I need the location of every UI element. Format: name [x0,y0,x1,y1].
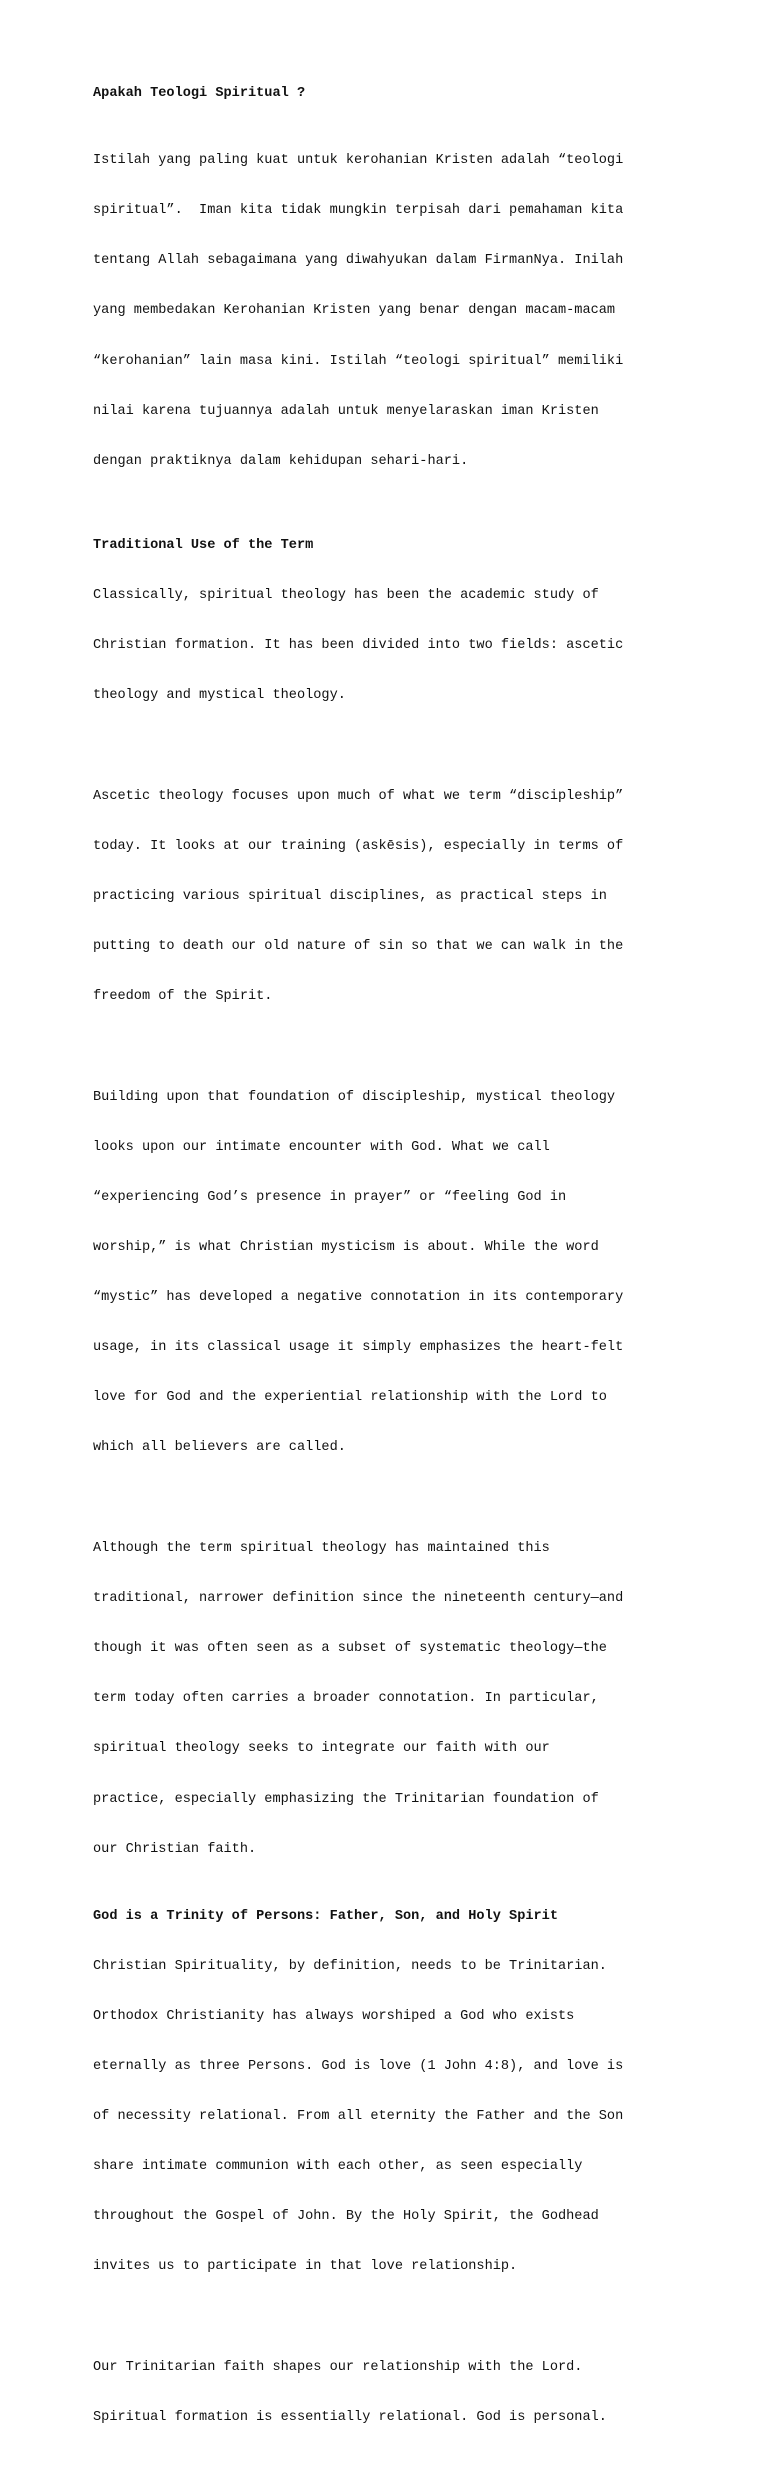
intro-paragraph [93,120,713,504]
text-line: Classically, spiritual theology has been the academic study of [93,587,599,603]
text-line: practice, especially emphasizing the Trinitarian foundation of [93,1791,599,1807]
text-line: share intimate communion with each other, as seen especially [93,2159,583,2175]
text-line: though it was often seen as a subset of systematic theology—the [93,1641,607,1657]
text-line: worship,” is what Christian mysticism is about. While the word [93,1240,599,1255]
text-line: dengan praktiknya dalam kehidupan sehari-hari. [93,453,469,469]
text-line: of necessity relational. From all eternity the Father and the Son [93,2109,624,2125]
paragraph [93,555,713,739]
paragraph [93,1508,713,1892]
paragraph [93,1925,713,2309]
text-line: Although the term spiritual theology has maintained this [93,1540,550,1556]
text-line: Our Trinitarian faith shapes our relationship with the Lord. [93,2360,583,2375]
paragraph [93,1056,713,1490]
text-line: throughout the Gospel of John. By the Holy Spirit, the Godhead [93,2209,599,2225]
text-line: usage, in its classical usage it simply emphasizes the heart-felt [93,1340,624,1356]
text-line: Ascetic theology focuses upon much of what we term “discipleship” [93,788,624,804]
text-line: which all believers are called. [93,1440,346,1456]
text-line: Istilah yang paling kuat untuk kerohanian Kristen adalah “teologi [93,153,624,169]
text-line: Building upon that foundation of discipleship, mystical theology [93,1089,616,1105]
text-line: putting to death our old nature of sin so that we can walk in the [93,939,624,955]
text-line: Christian formation. It has been divided into two fields: ascetic [93,638,624,654]
document-title: Apakah Teologi Spiritual ? [93,86,306,101]
text-line: nilai karena tujuannya adalah untuk menyelaraskan iman Kristen [93,403,599,419]
text-line: spiritual theology seeks to integrate our faith with our [93,1741,550,1757]
text-line: theology and mystical theology. [93,688,346,704]
text-line: freedom of the Spirit. [93,989,273,1005]
text-line: yang membedakan Kerohanian Kristen yang benar dengan macam-macam [93,303,616,319]
text-line: today. It looks at our training (askēsis), especially in terms of [93,838,624,854]
section-heading-trinity: God is a Trinity of Persons: Father, Son, and Holy Spirit [93,1908,558,1924]
text-line: tentang Allah sebagaimana yang diwahyukan dalam FirmanNya. Inilah [93,253,624,269]
text-line: “mystic” has developed a negative connotation in its contemporary [93,1290,624,1306]
text-line: looks upon our intimate encounter with God. What we call [93,1139,550,1155]
text-line: eternally as three Persons. God is love (1 John 4:8), and love is [93,2059,624,2075]
text-line: Orthodox Christianity has always worshiped a God who exists [93,2008,575,2024]
text-line: traditional, narrower definition since the nineteenth century—and [93,1591,624,1607]
document-body [93,86,713,2477]
text-line: spiritual”. Iman kita tidak mungkin terpisah dari pemahaman kita [93,203,624,219]
text-line: Spiritual formation is essentially relational. God is personal. [93,2410,607,2426]
text-line: “kerohanian” lain masa kini. Istilah “teologi spiritual” memiliki [93,353,624,369]
text-line: term today often carries a broader connotation. In particular, [93,1691,599,1707]
paragraph [93,755,713,1039]
section-heading-traditional-use: Traditional Use of the Term [93,537,314,553]
text-line: love for God and the experiential relationship with the Lord to [93,1390,607,1406]
text-line: invites us to participate in that love relationship. [93,2259,518,2275]
text-line: our Christian faith. [93,1841,257,1857]
spacer [93,521,713,538]
text-line: Christian Spirituality, by definition, needs to be Trinitarian. [93,1958,607,1974]
text-line: practicing various spiritual disciplines, as practical steps in [93,888,607,904]
text-line: “experiencing God’s presence in prayer” or “feeling God in [93,1189,567,1205]
paragraph [93,2327,713,2461]
